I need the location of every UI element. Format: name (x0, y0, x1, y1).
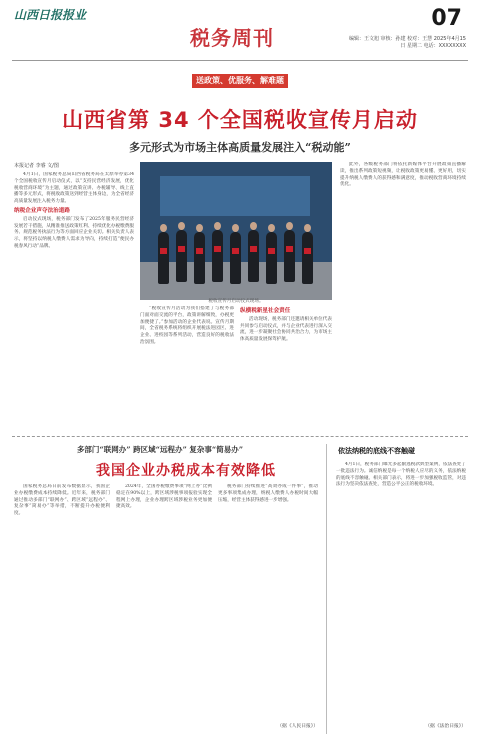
side-credit: （据《法治日报》） (425, 724, 466, 729)
column-divider (326, 444, 327, 734)
side-paragraph: 4月1日，税务部门曝光多起偷逃税款典型案例，依法查处了一批违法行为。诚信纳税是每一个纳税人应尽的义务，依法纳税的底线不容触碰。相关部门表示，将进一步加强税收监管，对违法行为坚决依法查处，营造公平公正的税收环境。 (336, 462, 466, 488)
lead-column-2 (140, 306, 234, 408)
lead-paragraph: “税收宣传月活动为我们搭建了与税务部门面对面交流的平台，政策讲解细致，办税更加便捷了。”参加活动的企业代表说。宣传月期间，全省税务系统将组织开展税法进园区、进企业、进校园等系列活动，营造良好的税收法治氛围。 (140, 306, 234, 345)
lead-section-head-1: 纳税企业声夺法治道路 (14, 207, 70, 214)
photo-caption: 税收宣传月启动仪式现场。 (208, 299, 264, 304)
second-paragraph: 税务部门持续推进“高效办成一件事”，推动更多事项集成办理，纳税人缴费人办税时间大幅压缩，经营主体获得感进一步增强。 (218, 484, 318, 503)
section-divider (12, 436, 468, 437)
lead-subheadline: 多元形式为市场主体高质量发展注入“税动能” (129, 141, 351, 154)
ceremony-photo (140, 162, 332, 300)
section-banner: 送政策、优服务、解难题 (192, 74, 288, 88)
page-number: 07 (431, 6, 462, 31)
lead-paragraph: 活动现场，税务部门还邀请相关单位代表共同参与启动仪式，并与企业代表进行深入交流，进一步凝聚社会协同共治合力，为市场主体高质量发展保驾护航。 (240, 316, 332, 343)
second-kicker: 多部门“联网办” 跨区域“远程办” 复杂事“简易办” (76, 445, 244, 454)
lead-column-1 (14, 172, 134, 408)
lead-paragraph: 此外，各级税务部门将依托新媒体平台开展政策直播解读，推出系列政策短视频，让税收政策更易懂、更好用，切实提升纳税人缴费人的获得感和满意度，推动税收营商环境持续优化。 (340, 162, 466, 188)
edition-info: 编辑：王文旭 审核：孙建 校对：王慧 2025年4月15日 星期二 电话：XXXXXXXX (348, 36, 466, 49)
second-headline: 我国企业办税成本有效降低 (96, 463, 276, 479)
second-paragraph: 国家税务总局日前发布数据显示，我国企业办税缴费成本持续降低。近年来，税务部门通过推动多部门“联网办”、跨区域“远程办”、复杂事“简易办”等举措，不断提升办税便利度。 (14, 484, 110, 517)
second-column-2 (116, 484, 212, 728)
second-paragraph: 2024年，全国办税缴费事项“网上办”比例稳定在90%以上，跨区域涉税事项报验实现全程网上办理，企业办理跨区域涉税业务更加便捷高效。 (116, 484, 212, 510)
side-article-title: 依法纳税的底线不容触碰 (338, 447, 415, 455)
lead-column-3 (240, 306, 332, 408)
lead-paragraph: 启动仪式现场，税务部门发布了2025年服务民营经济发展若干措施，从精准推送政策红利、持续优化办税缴费服务、规范税务执法行为等方面回应企业关切。相关负责人表示，将坚持以纳税人缴费人需求为导向，持续打造“便民办税春风行动”品牌。 (14, 216, 134, 249)
masthead-rule (12, 60, 468, 61)
lead-column-4 (340, 162, 466, 408)
lead-section-head-2: 纵横税新星社会责任 (240, 308, 291, 314)
lead-headline: 山西省第 34 个全国税收宣传月启动 (62, 108, 418, 132)
second-column-1 (14, 484, 110, 728)
side-article-body (336, 462, 466, 716)
second-column-3 (218, 484, 318, 716)
second-credit: （据《人民日报》） (277, 724, 318, 729)
lead-paragraph: 4月1日，国家税务总局山西省税务局在太原举办第34个全国税收宣传月启动仪式，以“支持民营经济发展，优化税收营商环境”为主题，通过政策宣讲、办税辅导、线上直播等多元形式，将税收政策送到经营主体身边，为全省经济高质量发展注入税务力量。 (14, 172, 134, 205)
newspaper-name: 山西日报报业 (14, 8, 87, 22)
lead-byline: 本报记者 李睿 文/图 (14, 163, 59, 169)
supplement-title: 税务周刊 (190, 26, 274, 50)
